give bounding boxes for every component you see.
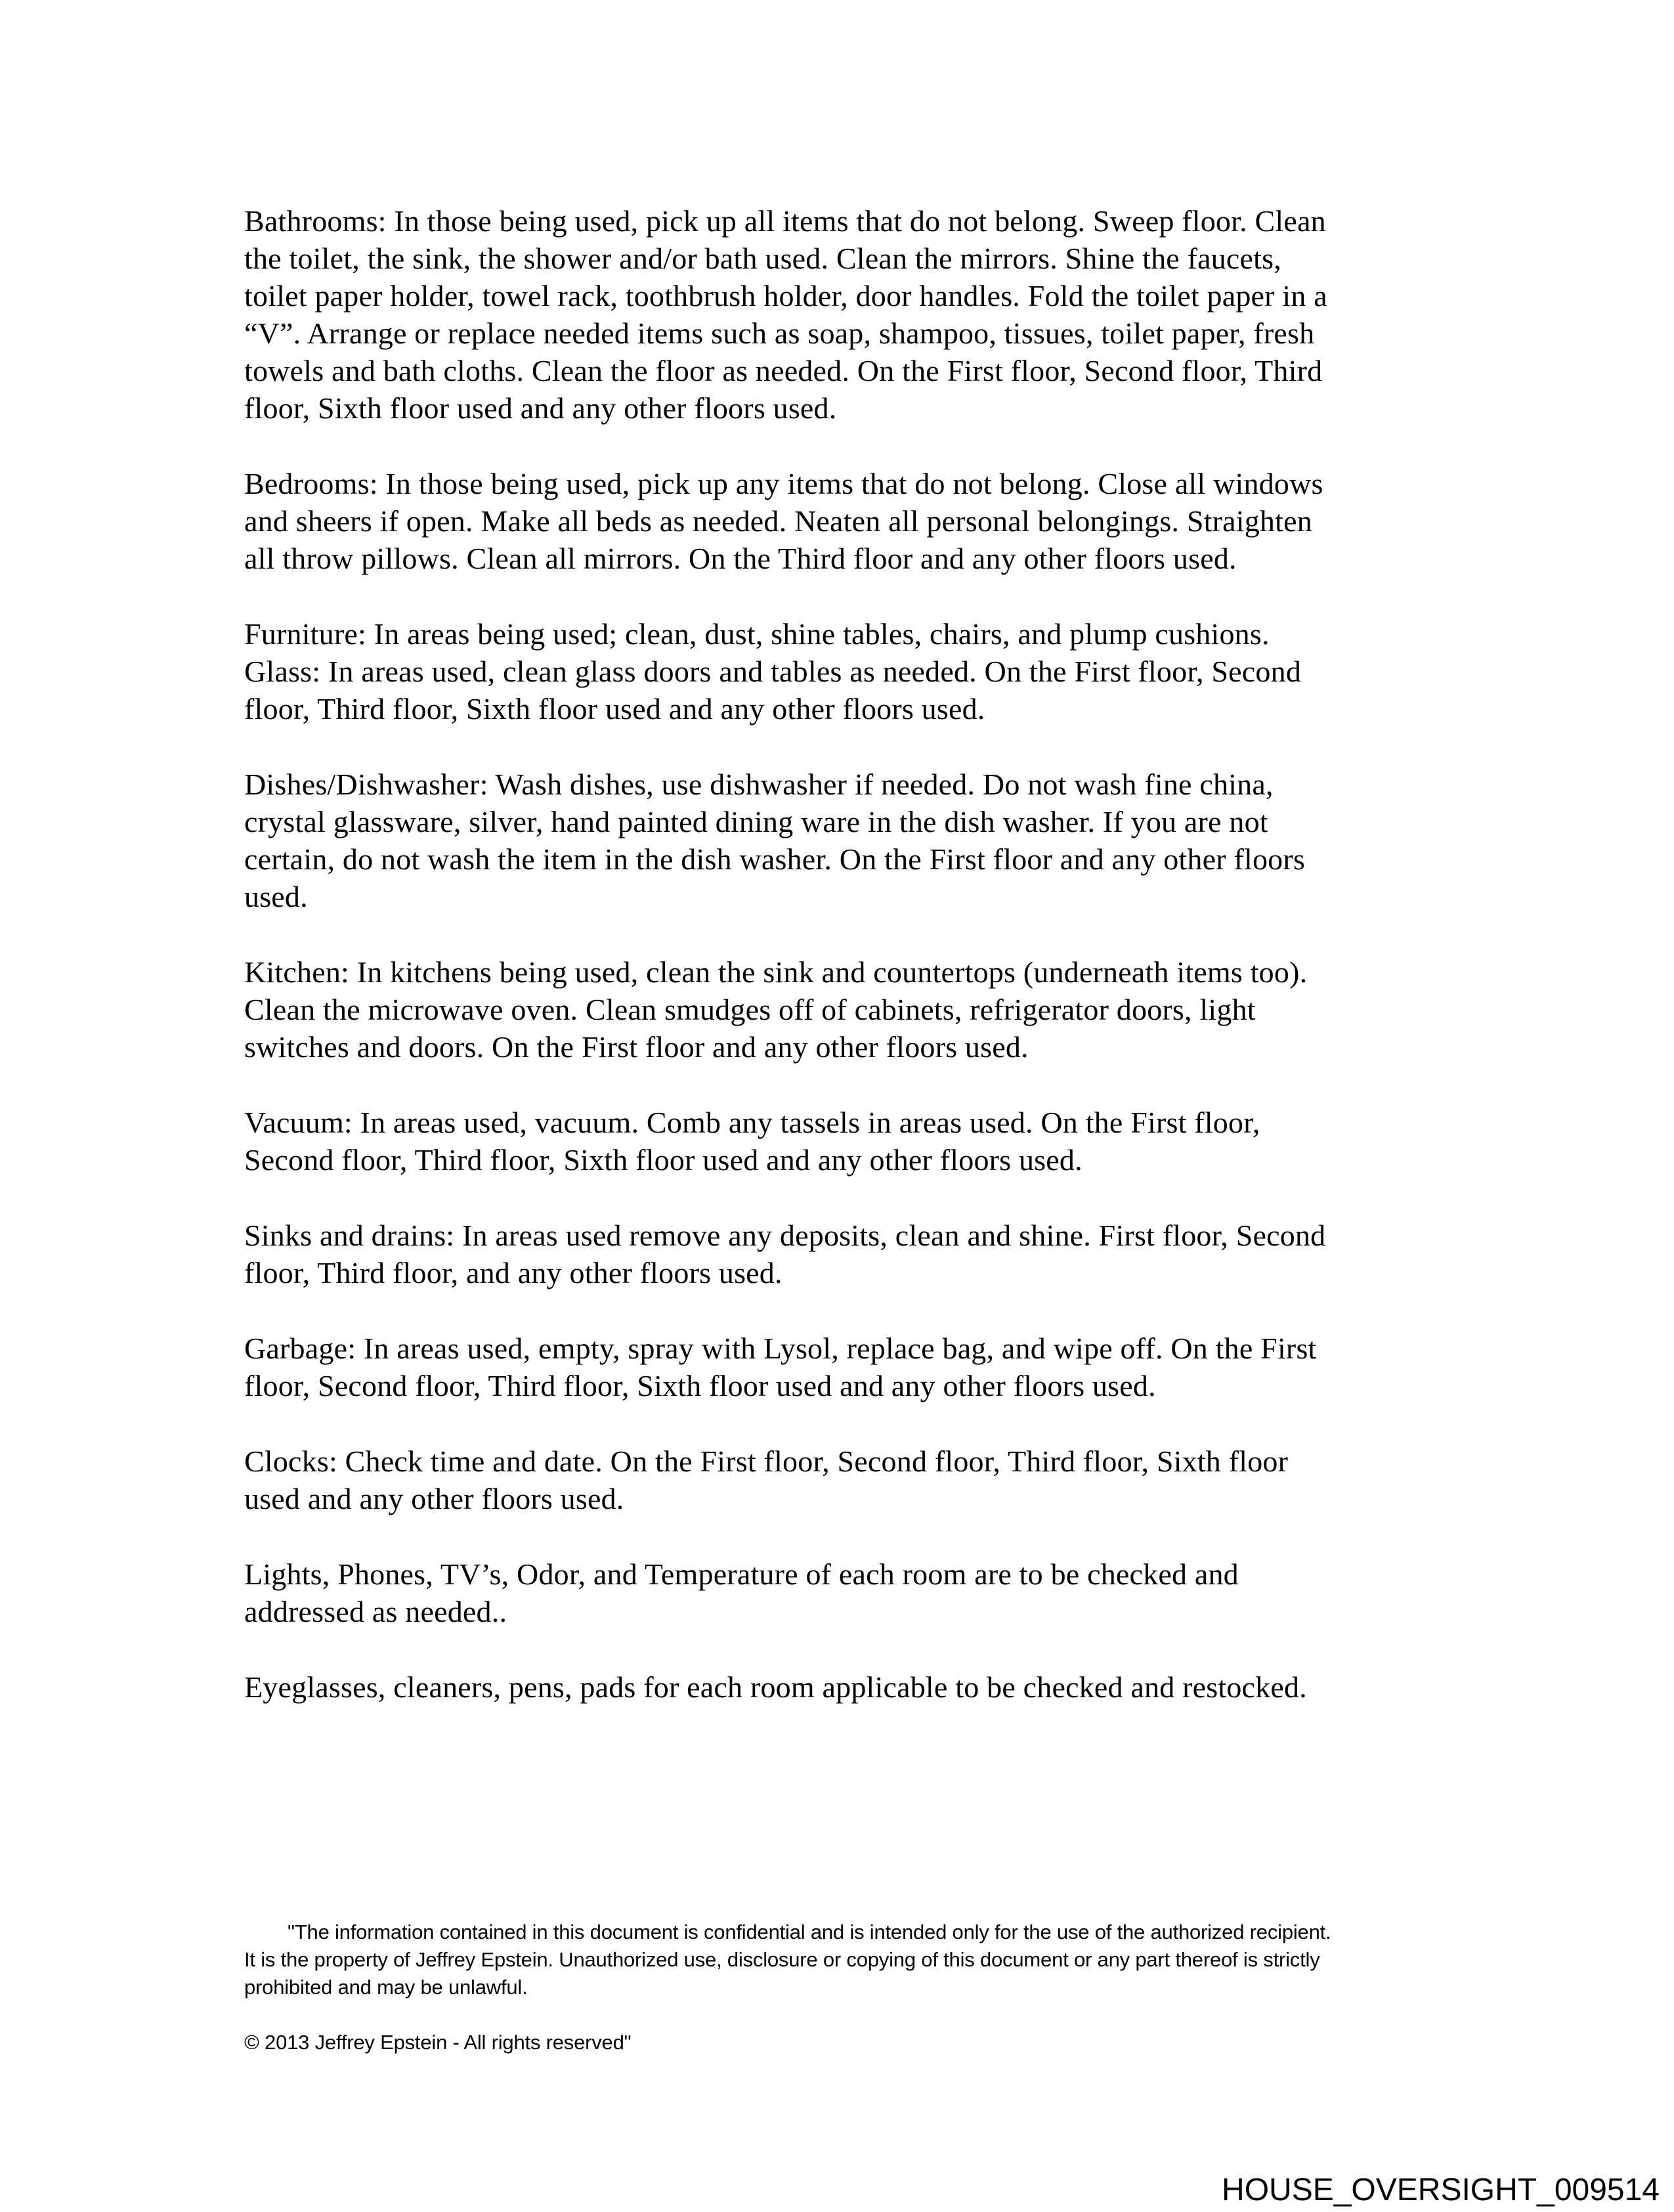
copyright-line: © 2013 Jeffrey Epstein - All rights reserved" — [244, 2031, 632, 2054]
text-line: all throw pillows. Clean all mirrors. On the Third floor and any other floors used. — [244, 542, 1237, 575]
text-line: addressed as needed.. — [244, 1595, 507, 1628]
paragraph-bedrooms — [244, 465, 1446, 577]
paragraph-vacuum — [244, 1104, 1446, 1179]
text-line: Eyeglasses, cleaners, pens, pads for each room applicable to be checked and restocked. — [244, 1670, 1307, 1704]
text-line: floor, Second floor, Third floor, Sixth floor used and any other floors used. — [244, 1369, 1156, 1402]
paragraph-bathrooms — [244, 202, 1446, 427]
paragraph-furniture-glass — [244, 615, 1446, 727]
disclaimer-line: It is the property of Jeffrey Epstein. Unauthorized use, disclosure or copying of this document or any part thereof is strictly — [244, 1948, 1320, 1971]
text-line: “V”. Arrange or replace needed items such as soap, shampoo, tissues, toilet paper, fresh — [244, 316, 1315, 350]
paragraph-kitchen — [244, 953, 1446, 1066]
text-line: Sinks and drains: In areas used remove any deposits, clean and shine. First floor, Second — [244, 1219, 1326, 1252]
paragraph-sinks-drains — [244, 1217, 1446, 1291]
document-body — [244, 202, 1446, 1744]
text-line: and sheers if open. Make all beds as needed. Neaten all personal belongings. Straighten — [244, 504, 1312, 538]
text-line: floor, Sixth floor used and any other floors used. — [244, 391, 837, 425]
confidentiality-disclaimer — [244, 1919, 1452, 2001]
text-line: Glass: In areas used, clean glass doors and tables as needed. On the First floor, Second — [244, 655, 1302, 688]
text-line: Garbage: In areas used, empty, spray with Lysol, replace bag, and wipe off. On the First — [244, 1332, 1317, 1365]
text-line: Dishes/Dishwasher: Wash dishes, use dishwasher if needed. Do not wash fine china, — [244, 768, 1274, 801]
paragraph-dishes-dishwasher — [244, 766, 1446, 915]
text-line: used. — [244, 880, 308, 913]
text-line: Bathrooms: In those being used, pick up all items that do not belong. Sweep floor. Clean — [244, 204, 1326, 238]
text-line: floor, Third floor, Sixth floor used and any other floors used. — [244, 692, 985, 726]
text-line: certain, do not wash the item in the dish washer. On the First floor and any other floors — [244, 842, 1305, 876]
text-line: Vacuum: In areas used, vacuum. Comb any tassels in areas used. On the First floor, — [244, 1106, 1260, 1139]
text-line: toilet paper holder, towel rack, toothbrush holder, door handles. Fold the toilet paper in a — [244, 279, 1327, 313]
text-line: the toilet, the sink, the shower and/or bath used. Clean the mirrors. Shine the faucets, — [244, 242, 1281, 275]
paragraph-lights-phones-tvs — [244, 1555, 1446, 1630]
text-line: Clocks: Check time and date. On the First floor, Second floor, Third floor, Sixth floor — [244, 1444, 1289, 1478]
text-line: Clean the microwave oven. Clean smudges off of cabinets, refrigerator doors, light — [244, 993, 1256, 1026]
text-line: Kitchen: In kitchens being used, clean the sink and countertops (underneath items too). — [244, 955, 1308, 989]
text-line: floor, Third floor, and any other floors used. — [244, 1256, 783, 1290]
disclaimer-line: "The information contained in this document is confidential and is intended only for the use of the authorized recipient. — [288, 1920, 1331, 1943]
bates-stamp: HOUSE_OVERSIGHT_009514 — [1222, 2173, 1660, 2207]
text-line: switches and doors. On the First floor and any other floors used. — [244, 1030, 1029, 1064]
paragraph-clocks — [244, 1442, 1446, 1517]
text-line: used and any other floors used. — [244, 1482, 624, 1515]
text-line: Furniture: In areas being used; clean, dust, shine tables, chairs, and plump cushions. — [244, 617, 1270, 651]
disclaimer-line: prohibited and may be unlawful. — [244, 1976, 528, 1999]
paragraph-garbage — [244, 1330, 1446, 1404]
paragraph-eyeglasses-supplies — [244, 1668, 1446, 1706]
text-line: Bedrooms: In those being used, pick up any items that do not belong. Close all windows — [244, 467, 1323, 500]
text-line: Lights, Phones, TV’s, Odor, and Temperature of each room are to be checked and — [244, 1557, 1239, 1591]
text-line: crystal glassware, silver, hand painted dining ware in the dish washer. If you are not — [244, 805, 1268, 838]
text-line: Second floor, Third floor, Sixth floor used and any other floors used. — [244, 1143, 1083, 1177]
text-line: towels and bath cloths. Clean the floor as needed. On the First floor, Second floor, Third — [244, 354, 1323, 387]
